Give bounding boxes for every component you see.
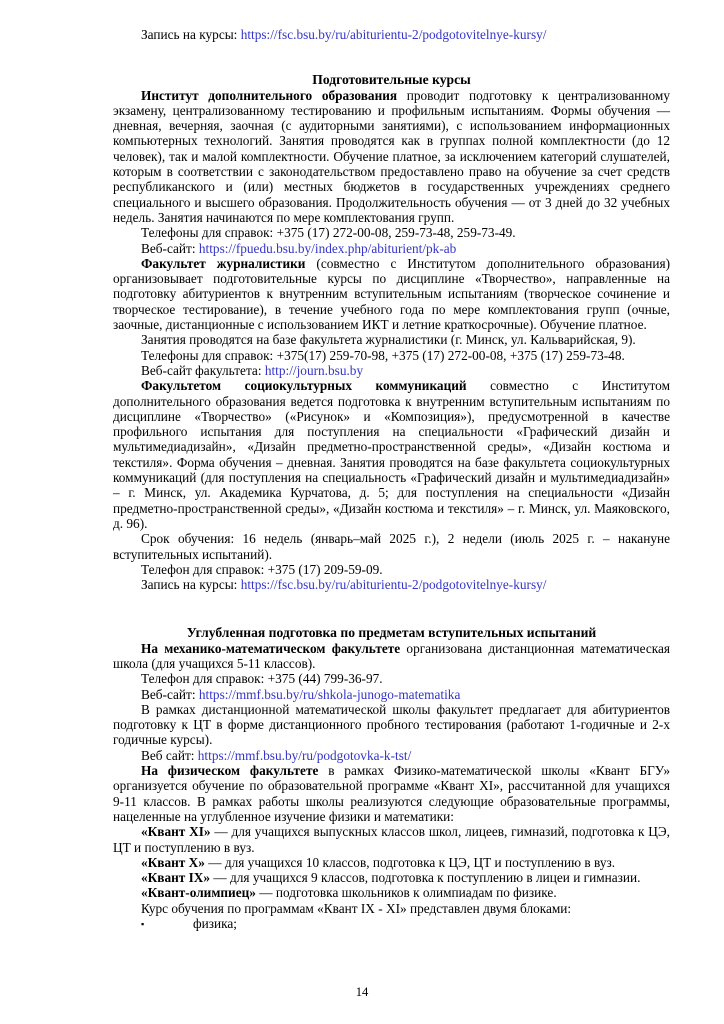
- physics-lead: На физическом факультете: [141, 763, 319, 779]
- program-kvant-xi-name: «Квант XI»: [141, 824, 211, 840]
- program-kvant-ix-desc: — для учащихся 9 классов, подготовка к поступлению в лицеи и гимназии.: [210, 870, 641, 886]
- physics-body: в рамках Физико-математической школы «Квант БГУ» организуется обучение по образовательной программе «Квант XI», рассчитанной для учащихся 9-11 классов. В рамках работы школы реализуются следующие образовательные программы, нацеленные на углубленное изучение физики и математики:: [113, 763, 671, 824]
- sociocultural-lead: Факультетом социокультурных коммуникаций: [141, 378, 467, 394]
- mmf-body: организована дистанционная математическая школа (для учащихся 5-11 классов).: [113, 640, 671, 671]
- sociocultural-signup-label: Запись на курсы:: [141, 577, 241, 593]
- journalism-location: Занятия проводятся на базе факультета журналистики (г. Минск, ул. Кальварийская, 9).: [141, 332, 636, 348]
- mmf-extra: В рамках дистанционной математической школы факультет предлагает для абитуриентов подготовку к ЦТ в форме дистанционного пробного тестирования (работают 1-годичные и 2-х годичные курсы).: [113, 701, 670, 748]
- list-item: [113, 916, 670, 933]
- mmf-lead: На механико-математическом факультете: [141, 640, 401, 656]
- sociocultural-duration: Срок обучения: 16 недель (январь–май 2025 г.), 2 недели (июль 2025 г. – накануне вступительных испытаний).: [113, 531, 670, 562]
- ido-website-link[interactable]: https://fpuedu.bsu.by/index.php/abiturient/pk-ab: [198, 240, 457, 256]
- bullet-icon: ▪: [141, 919, 145, 930]
- spacer: [113, 592, 670, 625]
- program-kvant-xi-desc: — для учащихся выпускных классов школ, лицеев, гимназий, подготовка к ЦЭ, ЦТ и поступлению в вуз.: [113, 824, 670, 855]
- paragraph-physics: [113, 763, 670, 824]
- paragraph-sociocultural: [113, 378, 670, 531]
- program-kvant-x-desc: — для учащихся 10 классов, подготовка к ЦЭ, ЦТ и поступлению в вуз.: [204, 854, 616, 870]
- mmf-website-link[interactable]: https://mmf.bsu.by/ru/shkola-junogo-matematika: [198, 686, 461, 702]
- paragraph-mmf: [113, 641, 670, 672]
- journalism-body: (совместно с Институтом дополнительного образования) организовывает подготовительные курсы по дисциплине «Творчество», направленные на подготовку абитуриентов к внутренним вступительным испытаниям (творческое сочинение и творческое тестирование), в течение учебного года по мере комплектования групп (очные, заочные, дистанционные с использованием ИКТ и летние краткосрочные). Обучение платное.: [113, 255, 670, 333]
- sociocultural-phone: Телефон для справок: +375 (17) 209-59-09.: [141, 561, 383, 577]
- sociocultural-body: совместно с Институтом дополнительного образования ведется подготовка к внутренним вступительным испытаниям по дисциплине «Творчество» («Рисунок» и «Композиция»), предусмотренной в качестве профильного испытания для поступления на специальности «Графический дизайн и мультимедиадизайн», «Дизайн предметно-пространственной среды», «Дизайн костюма и текстиля». Форма обучения – дневная. Занятия проводятся на базе факультета социокультурных коммуникаций (для поступления на специальность «Графический дизайн и мультимедиадизайн» – г. Минск, ул. Академика Курчатова, д. 5; для поступления на специальности «Дизайн предметно-пространственной среды», «Дизайн костюма и текстиля» – г. Минск, ул. Маяковского, д. 96).: [113, 378, 670, 531]
- ido-website-label: Веб-сайт:: [141, 240, 199, 256]
- program-kvant-ix-name: «Квант IX»: [141, 870, 211, 886]
- program-kvant-olympian-desc: — подготовка школьников к олимпиадам по физике.: [255, 885, 557, 901]
- paragraph-ido: [113, 88, 670, 226]
- mmf-website2-label: Веб сайт:: [141, 747, 198, 763]
- program-kvant-olympian-name: «Квант-олимпиец»: [141, 885, 256, 901]
- journalism-lead: Факультет журналистики: [141, 255, 306, 271]
- mmf-phone: Телефон для справок: +375 (44) 799-36-97.: [141, 671, 383, 687]
- top-signup-label: Запись на курсы:: [141, 27, 241, 42]
- ido-website-line: [113, 241, 670, 256]
- program-kvant-x-name: «Квант X»: [141, 854, 205, 870]
- paragraph-journalism: [113, 256, 670, 332]
- ido-body: проводит подготовку к централизованному экзамену, централизованному тестированию и профильным испытаниям. Формы обучения — дневная, вечерняя, заочная (с аудиторными занятиями), с использованием информационных компьютерных технологий. Занятия проводятся как в группах полной комплектности (до 12 человек), так и малой комплектности. Обучение платное, за исключением категорий слушателей, которым в соответствии с законодательством предоставлено право на обучение за счет средств республиканского и (или) местных бюджетов в государственных учреждениях среднего специального и высшего образования. Продолжительность обучения — от 3 дней до 32 учебных недель. Занятия начинаются по мере комплектования групп.: [113, 87, 670, 225]
- ido-lead: Институт дополнительного образования: [141, 87, 398, 103]
- document-body: [113, 27, 670, 933]
- sociocultural-signup-link[interactable]: https://fsc.bsu.by/ru/abiturientu-2/podgotovitelnye-kursy/: [240, 577, 547, 593]
- spacer: [113, 42, 670, 72]
- mmf-website2-line: [113, 748, 670, 763]
- section2-heading: Углубленная подготовка по предметам вступительных испытаний: [186, 625, 597, 641]
- journalism-phones: Телефоны для справок: +375(17) 259-70-98, +375 (17) 272-00-08, +375 (17) 259-73-48.: [141, 347, 625, 363]
- mmf-website2-link[interactable]: https://mmf.bsu.by/ru/podgotovka-k-tst/: [197, 747, 412, 763]
- list-item-label: физика;: [193, 916, 237, 932]
- mmf-website-line: [113, 687, 670, 702]
- program-kvant-ix: [113, 870, 670, 885]
- page-number: 14: [355, 985, 369, 999]
- journalism-website-link[interactable]: http://journ.bsu.by: [264, 362, 364, 378]
- journalism-website-label: Веб-сайт факультета:: [141, 362, 265, 378]
- program-kvant-x: [113, 855, 670, 870]
- physics-course-intro: Курс обучения по программам «Квант IX - XI» представлен двумя блоками:: [141, 900, 572, 916]
- journalism-website-line: [113, 363, 670, 378]
- section1-heading: Подготовительные курсы: [312, 72, 471, 88]
- top-signup-link[interactable]: https://fsc.bsu.by/ru/abiturientu-2/podgotovitelnye-kursy/: [240, 27, 547, 42]
- mmf-website-label: Веб-сайт:: [141, 686, 199, 702]
- ido-phones: Телефоны для справок: +375 (17) 272-00-08, 259-73-48, 259-73-49.: [141, 225, 516, 241]
- top-signup-line: [113, 27, 670, 42]
- sociocultural-signup-line: [113, 577, 670, 592]
- program-kvant-xi: [113, 824, 670, 855]
- program-kvant-olympian: [113, 885, 670, 900]
